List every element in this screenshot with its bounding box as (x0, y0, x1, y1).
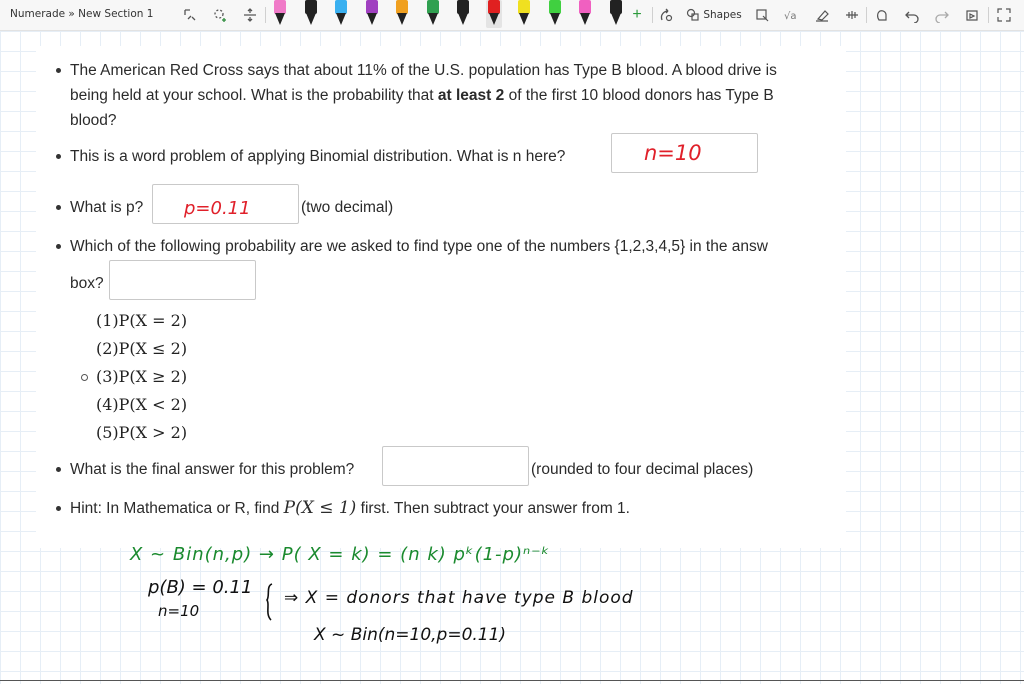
pen-tool-6[interactable] (425, 0, 441, 28)
question-emphasis: at least 2 (437, 87, 505, 104)
question-line-3: blood? (70, 112, 117, 129)
bottom-border (0, 680, 1024, 681)
replay-icon[interactable] (962, 4, 982, 26)
question-line-1: The American Red Cross says that about 11% of the U.S. population has Type B blood. A blood drive is (70, 62, 777, 79)
pen-tool-10[interactable] (547, 0, 563, 28)
hint-math: P(X ≤ 1) (283, 498, 357, 518)
ink-to-text-icon[interactable] (752, 4, 772, 26)
option-1: (1)P(X = 2) (96, 311, 188, 330)
pen-tool-8[interactable] (486, 0, 502, 28)
redo-icon[interactable] (932, 4, 952, 26)
question-line-2-post: of the first 10 blood donors has Type B (504, 87, 774, 104)
pen-tool-7[interactable] (455, 0, 471, 28)
toolbar (0, 0, 1024, 31)
hint (70, 496, 630, 521)
handwritten-x-definition: ⇒ X = donors that have type B blood (284, 588, 634, 608)
bullet (56, 205, 61, 210)
bullet (56, 154, 61, 159)
final-prompt: What is the final answer for this problem? (70, 461, 355, 478)
add-pen-icon[interactable]: + (632, 6, 642, 23)
p-handwritten-answer: p=0.11 (184, 198, 251, 219)
option-5: (5)P(X > 2) (96, 423, 188, 442)
eraser-icon[interactable] (812, 4, 832, 26)
pen-tool-2[interactable] (303, 0, 319, 28)
handwritten-brace (262, 582, 276, 622)
which-prompt: Which of the following probability are we asked to find type one of the numbers {1,2,3,4,5} in the answ (70, 238, 768, 255)
bullet (56, 506, 61, 511)
shapes-button[interactable] (686, 4, 742, 26)
hint-post: first. Then subtract your answer from 1. (356, 500, 630, 517)
final-suffix: (rounded to four decimal places) (531, 461, 754, 478)
handwritten-n: n=10 (158, 602, 200, 620)
pen-tool-12[interactable] (608, 0, 624, 28)
bullet (56, 68, 61, 73)
question-line-2 (70, 83, 774, 108)
bullet (56, 244, 61, 249)
lasso-select-icon[interactable] (180, 4, 200, 26)
n-prompt: This is a word problem of applying Binomial distribution. What is n here? (70, 148, 566, 165)
pen-tool-5[interactable] (394, 0, 410, 28)
svg-text:√a: √a (784, 11, 797, 22)
option-3-marker-icon (81, 374, 88, 381)
ink-to-shape-icon[interactable] (656, 4, 676, 26)
n-handwritten-answer: n=10 (644, 141, 702, 165)
option-4: (4)P(X < 2) (96, 395, 188, 414)
touch-draw-icon[interactable] (872, 4, 892, 26)
pen-tool-4[interactable] (364, 0, 380, 28)
option-answer-box[interactable] (109, 260, 256, 300)
ruler-icon[interactable] (842, 4, 862, 26)
option-3: (3)P(X ≥ 2) (96, 367, 188, 386)
breadcrumb[interactable]: Numerade » New Section 1 (10, 8, 154, 20)
pen-tool-1[interactable] (272, 0, 288, 28)
shapes-icon (686, 8, 700, 22)
handwritten-formula: X ~ Bin(n,p) → P( X = k) = (n k) pᵏ(1-p)ⁿ⁻ᵏ (130, 544, 551, 565)
undo-icon[interactable] (902, 4, 922, 26)
hint-pre: Hint: In Mathematica or R, find (70, 500, 284, 517)
question-line-2-pre: being held at your school. What is the probability that (70, 87, 438, 104)
handwritten-pb: p(B) = 0.11 (148, 577, 253, 598)
handwritten-x-distribution: X ~ Bin(n=10,p=0.11) (314, 625, 507, 645)
p-suffix: (two decimal) (301, 199, 394, 216)
final-answer-box[interactable] (382, 446, 529, 486)
p-prompt: What is p? (70, 199, 144, 216)
insert-space-icon[interactable] (240, 4, 260, 26)
pen-tool-3[interactable] (333, 0, 349, 28)
fullscreen-icon[interactable] (994, 4, 1014, 26)
pen-tool-11[interactable] (577, 0, 593, 28)
shapes-label: Shapes (703, 9, 742, 21)
ink-to-math-icon[interactable] (780, 4, 800, 26)
option-2: (2)P(X ≤ 2) (96, 339, 188, 358)
bullet (56, 467, 61, 472)
pen-tool-9[interactable] (516, 0, 532, 28)
box-label: box? (70, 275, 104, 292)
add-space-icon[interactable] (210, 4, 230, 26)
